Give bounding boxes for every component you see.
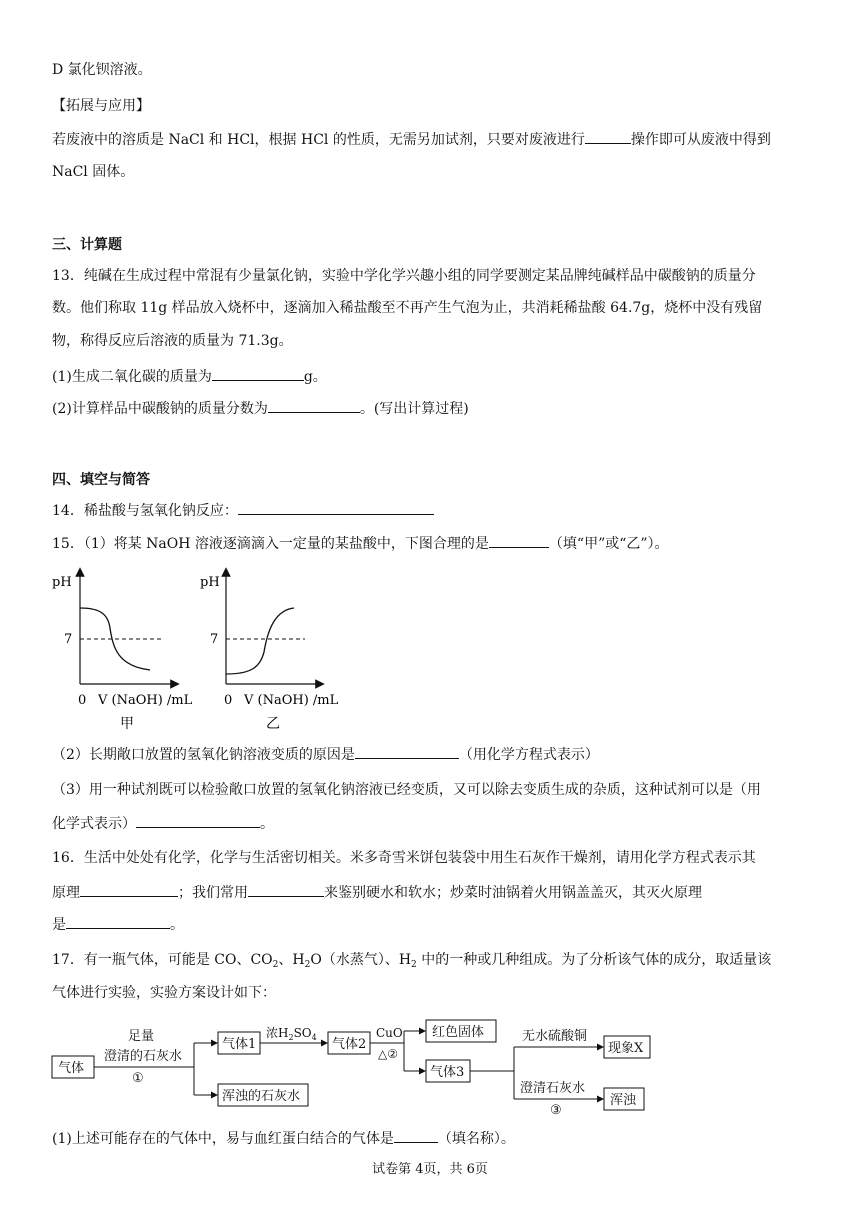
q17-text-1d: 中的一种或几种组成。为了分析该气体的成分，取适量该 <box>416 952 772 968</box>
answer-blank[interactable] <box>238 500 434 515</box>
label-turbid-lime: 浑浊的石灰水 <box>222 1089 301 1104</box>
page-footer: 试卷第 4页，共 6页 <box>372 1162 488 1177</box>
reagent-cuo: CuO <box>376 1026 403 1040</box>
q16-text-3a: 是 <box>52 917 66 933</box>
q13-text-3: 物，称得反应后溶液的质量为 71.3g。 <box>52 333 293 349</box>
extension-text <box>52 129 771 150</box>
label-turbid: 浑浊 <box>610 1093 637 1108</box>
answer-blank[interactable] <box>248 882 324 897</box>
answer-blank[interactable] <box>66 914 170 929</box>
answer-blank[interactable] <box>355 744 459 759</box>
q16-text-2b: ；我们常用 <box>178 885 248 901</box>
answer-blank[interactable] <box>80 882 178 897</box>
q17-sub-3: 2 <box>411 960 417 970</box>
q17-text-2: 气体进行实验，实验方案设计如下： <box>52 985 276 1001</box>
q15-part1 <box>52 533 669 554</box>
q13-part2-tail: 。(写出计算过程) <box>359 401 469 417</box>
q13-part1-unit: g。 <box>303 369 327 385</box>
q17-text-1 <box>52 950 771 975</box>
label-gas2: 气体2 <box>332 1037 367 1052</box>
answer-blank[interactable] <box>585 129 631 144</box>
reagent-clear-lime: 澄清石灰水 <box>520 1081 586 1096</box>
q15-part1-text: 15．（1）将某 NaOH 溶液逐滴滴入一定量的某盐酸中，下图合理的是 <box>52 536 489 552</box>
label-gas3: 气体3 <box>430 1065 465 1080</box>
y-tick-7: 7 <box>64 632 73 647</box>
label-gas1: 气体1 <box>222 1037 257 1052</box>
reagent-cuso4: 无水硫酸铜 <box>522 1029 588 1044</box>
q16-text-3 <box>52 914 184 935</box>
option-d: D 氯化钡溶液。 <box>52 62 152 78</box>
q15-part2-text: （2）长期敞口放置的氢氧化钠溶液变质的原因是 <box>52 747 355 763</box>
q15-part3-2 <box>52 813 274 834</box>
cond-clear-lime: 澄清的石灰水 <box>104 1049 183 1064</box>
q13-text-2: 数。他们称取 11g 样品放入烧杯中，逐滴加入稀盐酸至不再产生气泡为止，共消耗稀盐酸 64.7g，烧杯中没有残留 <box>52 300 763 316</box>
q16-text-3b: 。 <box>170 917 184 933</box>
experiment-flowchart <box>0 1010 700 1118</box>
q17-sub-1: 2 <box>272 960 279 970</box>
step-3: ③ <box>550 1103 562 1118</box>
section-heading-calc: 三、计算题 <box>52 237 122 253</box>
q15-part2 <box>52 744 599 765</box>
q16-text-1: 16．生活中处处有化学，化学与生活密切相关。米多奇雪米饼包装袋中用生石灰作干燥剂，请用化学方程式表示其 <box>52 850 756 866</box>
q15-part2-tail: （用化学方程式表示） <box>458 747 599 763</box>
extension-text-end: NaCl 固体。 <box>52 164 135 180</box>
y-tick-7: 7 <box>210 632 219 647</box>
step-1: ① <box>132 1071 144 1086</box>
q15-part3-text: 化学式表示） <box>52 816 136 832</box>
section-extension: 【拓展与应用】 <box>52 98 150 114</box>
q14-text: 14．稀盐酸与氢氧化钠反应： <box>52 503 238 519</box>
q17-text-1c: O（水蒸气）、H <box>310 952 412 968</box>
graph-jia <box>52 572 193 732</box>
extension-text-a: 若废液中的溶质是 NaCl 和 HCl，根据 HCl 的性质，无需另加试剂，只要对废液进行 <box>52 132 585 148</box>
ph-curve-increasing <box>226 608 294 674</box>
q13-part1 <box>52 366 327 387</box>
q16-text-2 <box>52 882 702 903</box>
answer-blank[interactable] <box>489 533 549 548</box>
graph-caption-jia: 甲 <box>120 716 134 732</box>
section-heading-fill: 四、填空与简答 <box>52 472 150 488</box>
extension-text-b: 操作即可从废液中得到 <box>630 132 771 148</box>
y-axis-label: pH <box>52 575 72 590</box>
cond-sufficient: 足量 <box>128 1029 155 1044</box>
answer-blank[interactable] <box>136 813 260 828</box>
q13-text-1: 13．纯碱在生成过程中常混有少量氯化钠，实验中学化学兴趣小组的同学要测定某品牌纯碱样品中碳酸钠的质量分 <box>52 268 756 284</box>
origin-label: 0 <box>78 693 87 708</box>
ph-graphs <box>40 562 360 742</box>
x-axis-label: V (NaOH) /mL <box>98 693 193 708</box>
q16-text-2c: 来鉴别硬水和软水；炒菜时油锅着火用锅盖盖灭，其灭火原理 <box>324 885 702 901</box>
label-phen-x: 现象X <box>608 1041 644 1056</box>
answer-blank[interactable] <box>268 398 360 413</box>
origin-label: 0 <box>224 693 233 708</box>
reagent-h2so4: 浓$H_2SO_4$ <box>266 1026 317 1042</box>
graph-caption-yi: 乙 <box>266 716 280 732</box>
q13-part1-text: (1)生成二氧化碳的质量为 <box>52 369 212 385</box>
y-axis-label: pH <box>200 575 220 590</box>
q17-part1 <box>52 1128 515 1149</box>
q13-part2 <box>52 398 469 419</box>
answer-blank[interactable] <box>212 366 304 381</box>
q15-part3-tail: 。 <box>260 816 274 832</box>
q17-part1-tail: （填名称）。 <box>437 1131 515 1147</box>
q17-sub-2: 2 <box>304 960 311 970</box>
q15-part3-1: （3）用一种试剂既可以检验敞口放置的氢氧化钠溶液已经变质，又可以除去变质生成的杂质，这种试剂可以是（用 <box>52 782 761 798</box>
x-axis-label: V (NaOH) /mL <box>244 693 339 708</box>
q15-part1-tail: （填“甲”或“乙”）。 <box>548 536 669 552</box>
q17-part1-text: (1)上述可能存在的气体中，易与血红蛋白结合的气体是 <box>52 1131 394 1147</box>
step-2-heat: △② <box>378 1047 398 1061</box>
answer-blank[interactable] <box>394 1128 438 1143</box>
graph-yi <box>200 572 339 732</box>
q17-text-1a: 17．有一瓶气体，可能是 CO、CO <box>52 952 273 968</box>
q16-text-2a: 原理 <box>52 885 80 901</box>
q13-part2-text: (2)计算样品中碳酸钠的质量分数为 <box>52 401 268 417</box>
label-gas: 气体 <box>58 1061 85 1076</box>
q14 <box>52 500 434 521</box>
q17-text-1b: 、H <box>278 952 305 968</box>
label-red-solid: 红色固体 <box>432 1025 485 1040</box>
